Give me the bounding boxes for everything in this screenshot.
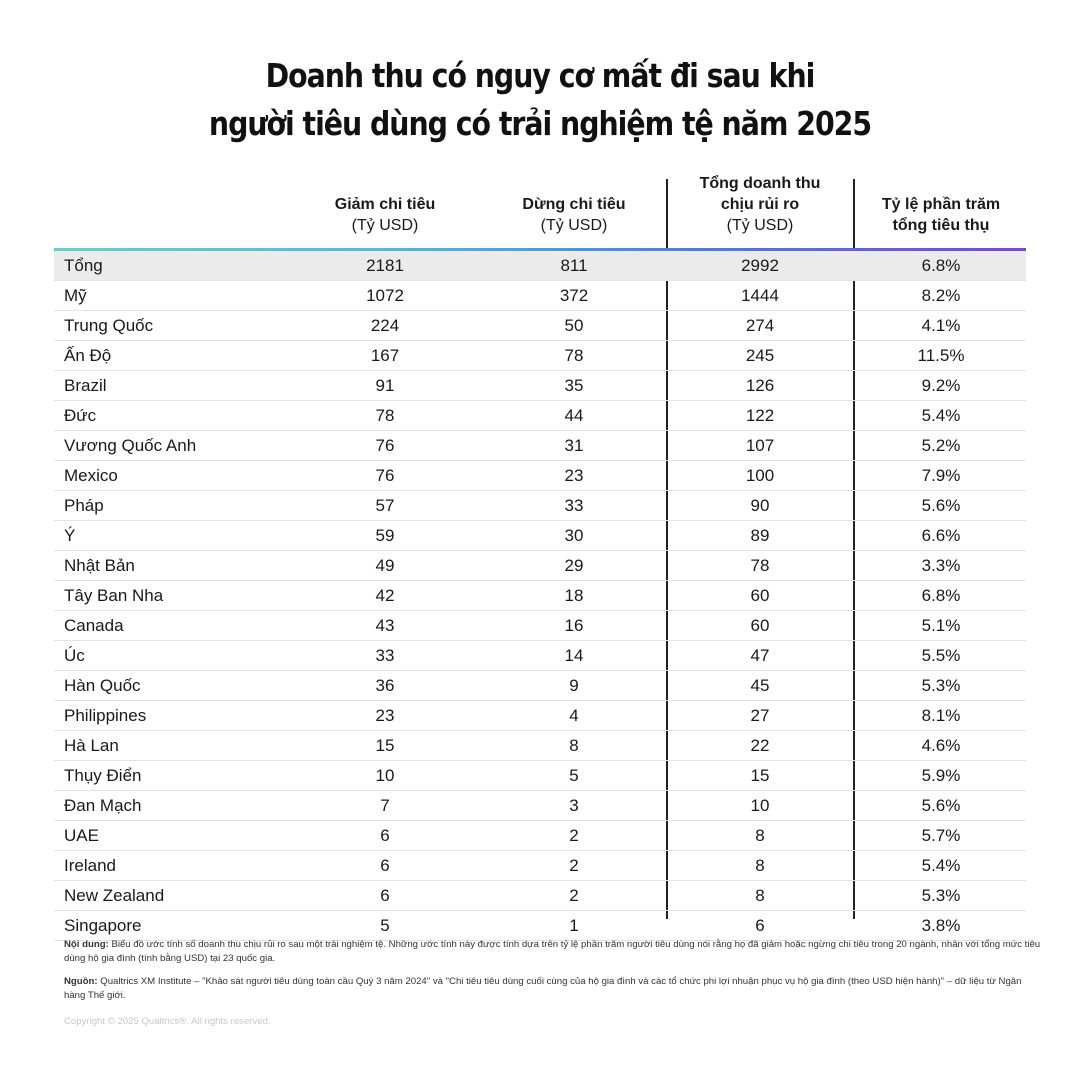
stop-cell: 2	[569, 826, 579, 845]
table-row	[54, 401, 1026, 431]
country-cell: Mexico	[64, 466, 118, 485]
country-cell: Ý	[64, 526, 76, 545]
total-cell: 100	[745, 466, 775, 485]
percent-cell: 5.2%	[921, 436, 961, 455]
decrease-cell: 36	[375, 676, 395, 695]
country-cell: Tây Ban Nha	[64, 586, 164, 605]
table-row	[54, 731, 1026, 761]
decrease-cell: 6	[380, 856, 390, 875]
total-cell: 126	[745, 376, 775, 395]
decrease-cell: 76	[375, 436, 395, 455]
stop-cell: 3	[569, 796, 579, 815]
table-row	[54, 881, 1026, 911]
column-header-total-unit: (Tỷ USD)	[726, 217, 794, 234]
decrease-cell: 59	[375, 526, 395, 545]
chart-title	[76, 52, 1005, 148]
percent-cell: 6.8%	[921, 256, 961, 275]
table-row	[54, 671, 1026, 701]
country-cell: New Zealand	[64, 886, 165, 905]
stop-cell: 44	[564, 406, 584, 425]
column-header-decrease-unit: (Tỷ USD)	[351, 217, 419, 234]
total-cell: 6	[755, 916, 765, 935]
stop-cell: 2	[569, 886, 579, 905]
stop-cell: 29	[564, 556, 584, 575]
total-cell: 22	[750, 736, 770, 755]
table-row	[54, 341, 1026, 371]
stop-cell: 2	[569, 856, 579, 875]
footnote-content-label: Nội dung:	[64, 939, 109, 950]
column-header-stop	[474, 194, 674, 236]
total-cell: 2992	[741, 256, 779, 275]
total-cell: 8	[755, 886, 765, 905]
decrease-cell: 6	[380, 826, 390, 845]
decrease-cell: 10	[375, 766, 395, 785]
column-header-percent-title: Tỷ lệ phần trăm	[881, 196, 1001, 213]
table-row	[54, 431, 1026, 461]
stop-cell: 372	[559, 286, 589, 305]
total-cell: 90	[750, 496, 770, 515]
stop-cell: 16	[564, 616, 584, 635]
country-cell: Thụy Điển	[64, 766, 142, 785]
total-cell: 274	[745, 316, 775, 335]
table-row	[54, 461, 1026, 491]
country-cell: Hàn Quốc	[64, 676, 141, 695]
table-row	[54, 521, 1026, 551]
country-cell: Úc	[64, 646, 85, 665]
total-cell: 107	[745, 436, 775, 455]
percent-cell: 5.4%	[921, 856, 961, 875]
percent-cell: 8.2%	[921, 286, 961, 305]
decrease-cell: 42	[375, 586, 395, 605]
table-row	[54, 911, 1026, 941]
stop-cell: 78	[564, 346, 584, 365]
decrease-cell: 76	[375, 466, 395, 485]
table-row	[54, 641, 1026, 671]
percent-cell: 11.5%	[917, 346, 965, 365]
country-cell: Brazil	[64, 376, 107, 395]
table-row	[54, 761, 1026, 791]
column-header-total	[660, 173, 860, 236]
table-row	[54, 821, 1026, 851]
table-row	[54, 491, 1026, 521]
stop-cell: 9	[569, 676, 579, 695]
country-cell: Hà Lan	[64, 736, 119, 755]
percent-cell: 4.1%	[921, 316, 961, 335]
stop-cell: 8	[569, 736, 579, 755]
percent-cell: 9.2%	[921, 376, 961, 395]
stop-cell: 14	[564, 646, 584, 665]
percent-cell: 3.3%	[921, 556, 961, 575]
stop-cell: 30	[564, 526, 584, 545]
decrease-cell: 78	[375, 406, 395, 425]
decrease-cell: 57	[375, 496, 395, 515]
stop-cell: 35	[564, 376, 584, 395]
table-row	[54, 611, 1026, 641]
country-cell: Philippines	[64, 706, 147, 725]
total-cell: 78	[750, 556, 770, 575]
decrease-cell: 224	[370, 316, 400, 335]
decrease-cell: 23	[375, 706, 395, 725]
country-cell: Canada	[64, 616, 124, 635]
percent-cell: 5.7%	[921, 826, 961, 845]
total-cell: 27	[750, 706, 770, 725]
stop-cell: 811	[560, 256, 588, 275]
country-cell: Trung Quốc	[64, 316, 154, 335]
stop-cell: 23	[564, 466, 584, 485]
stop-cell: 50	[564, 316, 584, 335]
decrease-cell: 6	[380, 886, 390, 905]
table-row	[54, 851, 1026, 881]
decrease-cell: 43	[375, 616, 395, 635]
total-cell: 47	[750, 646, 770, 665]
percent-cell: 6.8%	[921, 586, 961, 605]
decrease-cell: 1072	[366, 286, 404, 305]
country-cell: Vương Quốc Anh	[64, 436, 197, 455]
table-row	[54, 281, 1026, 311]
country-cell: Ireland	[64, 856, 116, 875]
decrease-cell: 15	[375, 736, 395, 755]
column-header-decrease-title: Giảm chi tiêu	[334, 196, 436, 213]
column-header-stop-unit: (Tỷ USD)	[540, 217, 608, 234]
country-cell: Ấn Độ	[64, 346, 112, 365]
total-cell: 15	[750, 766, 770, 785]
stop-cell: 4	[569, 706, 579, 725]
column-header-decrease	[285, 194, 485, 236]
column-header-total-title: Tổng doanh thu	[699, 175, 821, 192]
total-cell: 1444	[741, 286, 779, 305]
total-cell: 60	[750, 586, 770, 605]
total-cell: 10	[750, 796, 770, 815]
column-header-percent	[841, 194, 1041, 236]
total-cell: 60	[750, 616, 770, 635]
country-cell: Tổng	[64, 256, 103, 275]
total-row	[54, 251, 1026, 281]
total-cell: 122	[745, 406, 775, 425]
decrease-cell: 7	[380, 796, 390, 815]
copyright: Copyright © 2025 Qualtrics®. All rights reserved.	[64, 1016, 271, 1027]
country-cell: Đức	[64, 406, 97, 425]
percent-cell: 5.6%	[921, 796, 961, 815]
percent-cell: 5.4%	[921, 406, 961, 425]
total-cell: 8	[755, 826, 765, 845]
decrease-cell: 49	[375, 556, 395, 575]
stop-cell: 5	[569, 766, 579, 785]
decrease-cell: 2181	[366, 256, 404, 275]
percent-cell: 5.3%	[921, 886, 961, 905]
footnote-source	[64, 975, 1044, 1003]
footnote-content	[64, 938, 1044, 966]
footnote-content-text: Biểu đồ ước tính số doanh thu chịu rủi ro sau một trải nghiệm tệ. Những ước tính này được tính dựa trên tỷ lệ phần trăm người tiêu dùng nói rằng họ đã giảm hoặc ngừng chi tiêu trong 20 ngành, nhân với tổng mức tiêu dùng hộ gia đình (tính bằng USD) tại 23 quốc gia.	[64, 939, 1041, 964]
country-cell: UAE	[64, 826, 99, 845]
total-cell: 45	[750, 676, 770, 695]
percent-cell: 5.9%	[921, 766, 961, 785]
country-cell: Đan Mạch	[64, 796, 142, 815]
column-header-stop-title: Dừng chi tiêu	[522, 196, 626, 213]
percent-cell: 5.1%	[921, 616, 961, 635]
decrease-cell: 5	[380, 916, 390, 935]
total-cell: 89	[750, 526, 770, 545]
table-row	[54, 791, 1026, 821]
table-row	[54, 371, 1026, 401]
stop-cell: 1	[569, 916, 579, 935]
table-row	[54, 551, 1026, 581]
percent-cell: 5.3%	[921, 676, 961, 695]
footnote-source-text: Qualtrics XM Institute – "Khảo sát người tiêu dùng toàn cầu Quý 3 năm 2024" và "Chi tiêu tiêu dùng cuối cùng của hộ gia đình và các tổ chức phi lợi nhuận phục vụ hộ gia đình (theo USD hiện hành)" – dữ liệu từ Ngân hàng Thế giới.	[64, 976, 1022, 1001]
percent-cell: 3.8%	[921, 916, 961, 935]
decrease-cell: 91	[375, 376, 395, 395]
stop-cell: 33	[564, 496, 584, 515]
table-row	[54, 311, 1026, 341]
percent-cell: 4.6%	[921, 736, 961, 755]
table-row	[54, 701, 1026, 731]
table-row	[54, 581, 1026, 611]
percent-cell: 5.6%	[921, 496, 961, 515]
total-cell: 245	[745, 346, 775, 365]
percent-cell: 5.5%	[921, 646, 961, 665]
decrease-cell: 33	[375, 646, 395, 665]
percent-cell: 8.1%	[921, 706, 961, 725]
footnote-source-label: Nguồn:	[64, 976, 98, 987]
data-table	[54, 251, 1026, 941]
country-cell: Nhật Bản	[64, 556, 135, 575]
column-header-total-title2: chịu rủi ro	[720, 196, 800, 213]
percent-cell: 6.6%	[921, 526, 961, 545]
country-cell: Pháp	[64, 496, 104, 515]
total-cell: 8	[755, 856, 765, 875]
decrease-cell: 167	[370, 346, 400, 365]
stop-cell: 18	[564, 586, 584, 605]
country-cell: Mỹ	[64, 286, 87, 305]
chart-title-line2: người tiêu dùng có trải nghiệm tệ năm 2025	[208, 104, 872, 143]
chart-title-line1: Doanh thu có nguy cơ mất đi sau khi	[265, 56, 815, 95]
country-cell: Singapore	[64, 916, 142, 935]
stop-cell: 31	[564, 436, 584, 455]
percent-cell: 7.9%	[921, 466, 961, 485]
column-header-percent-title2: tổng tiêu thụ	[892, 217, 990, 234]
